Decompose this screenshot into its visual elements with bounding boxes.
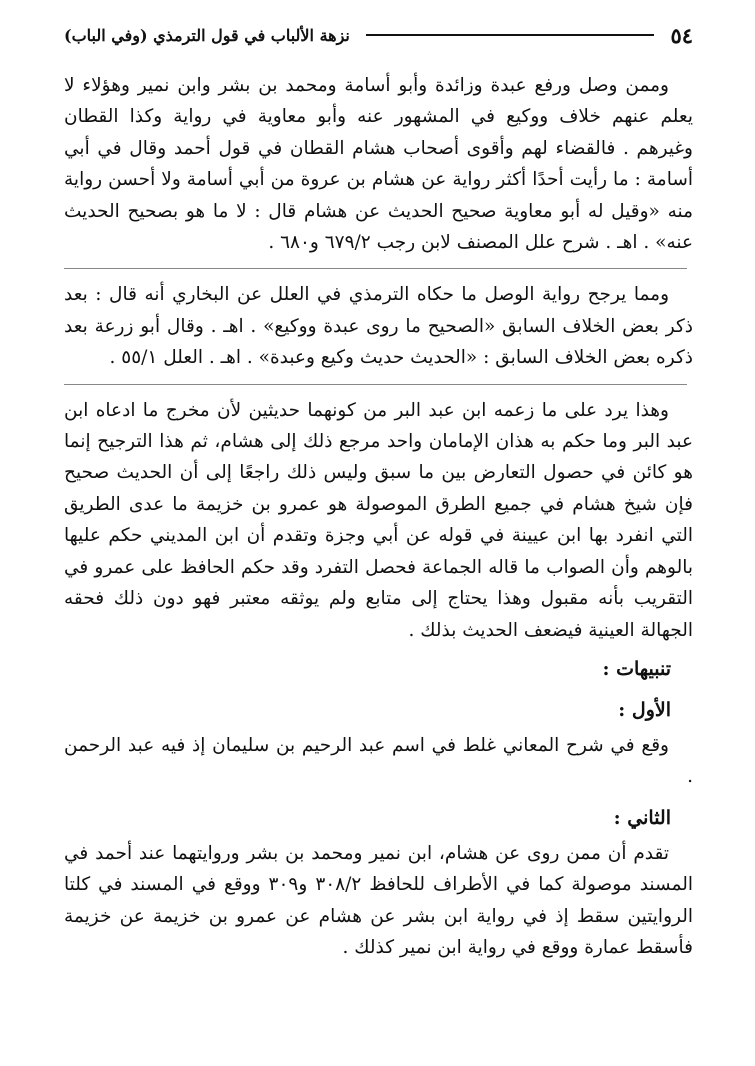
first-note-text: وقع في شرح المعاني غلط في اسم عبد الرحيم بن سليمان إذ فيه عبد الرحمن . xyxy=(64,734,693,788)
page-number: ٥٤ xyxy=(670,22,693,48)
notes-heading: تنبيهات : xyxy=(602,657,671,680)
paragraph-2: ومما يرجح رواية الوصل ما حكاه الترمذي في العلل عن البخاري أنه قال : بعد ذكر بعض الخلاف السابق «الصحيح ما روى عبدة ووكيع» . اهـ . وقال أبو زرعة بعد ذكره بعض الخلاف السابق : «الحديث حديث وكيع وعبدة» . اهـ . العلل ٥٥/١ . xyxy=(64,284,693,369)
paragraph-separator xyxy=(64,268,687,269)
page-header xyxy=(64,18,693,52)
paragraph-1: وممن وصل ورفع عبدة وزائدة وأبو أسامة ومحمد بن بشر وابن نمير وهؤلاء لا يعلم عنهم خلاف ووكيع في المشهور عنه وأبو معاوية في رواية وكذا القطان وغيرهم . فالقضاء لهم وأقوى أصحاب هشام القطان في قول أحمد وقال في أبي أسامة : ما رأيت أحدًا أكثر رواية عن هشام بن عروة من أبي أسامة ولا أحسن رواية منه «وقيل له أبو معاوية صحيح الحديث عن هشام قال : لا ما هو بصحيح الحديث عنه» . اهـ . شرح علل المصنف لابن رجب ٦٧٩/٢ و٦٨٠ . xyxy=(64,75,693,254)
paragraph-separator xyxy=(64,384,687,385)
first-note-label: الأول : xyxy=(618,698,671,721)
second-note-text: تقدم أن ممن روى عن هشام، ابن نمير ومحمد بن بشر وروايتهما عند أحمد في المسند موصولة كما في الأطراف للحافظ ٣٠٨/٢ و٣٠٩ ووقع في المسند في كلتا الروايتين سقط إذ في رواية ابن بشر عن هشام عن عمرو بن خزيمة عن خزيمة فأسقط عمارة ووقع في رواية ابن نمير كذلك . xyxy=(64,842,693,958)
running-title: نزهة الألباب في قول الترمذي (وفي الباب) xyxy=(64,25,350,45)
paragraph-3: وهذا يرد على ما زعمه ابن عبد البر من كونهما حديثين لأن مخرج ما ادعاه ابن عبد البر وما حكم به هذان الإمامان واحد مرجع ذلك إلى هشام، ثم هذا الترجيح إنما هو كائن في حصول التعارض بين ما سبق وليس ذلك راجعًا إلى أن الحديث صحيح فإن شيخ هشام في جميع الطرق الموصولة هو عمرو بن خزيمة ما عدى الطريق التي انفرد بها ابن عيينة في قوله عن أبي وجزة وتقدم أن ابن المديني حكم عليها بالوهم وأن الصواب ما قاله الجماعة فحصل التفرد وقد حكم الحافظ على عمرو في التقريب بأنه مقبول وهذا يحتاج إلى متابع ولم يوثقه معتبر فهو دون ذلك فحقه الجهالة العينية فيضعف الحديث بذلك . xyxy=(64,399,693,641)
header-rule xyxy=(366,34,655,36)
second-note-label: الثاني : xyxy=(613,806,671,829)
